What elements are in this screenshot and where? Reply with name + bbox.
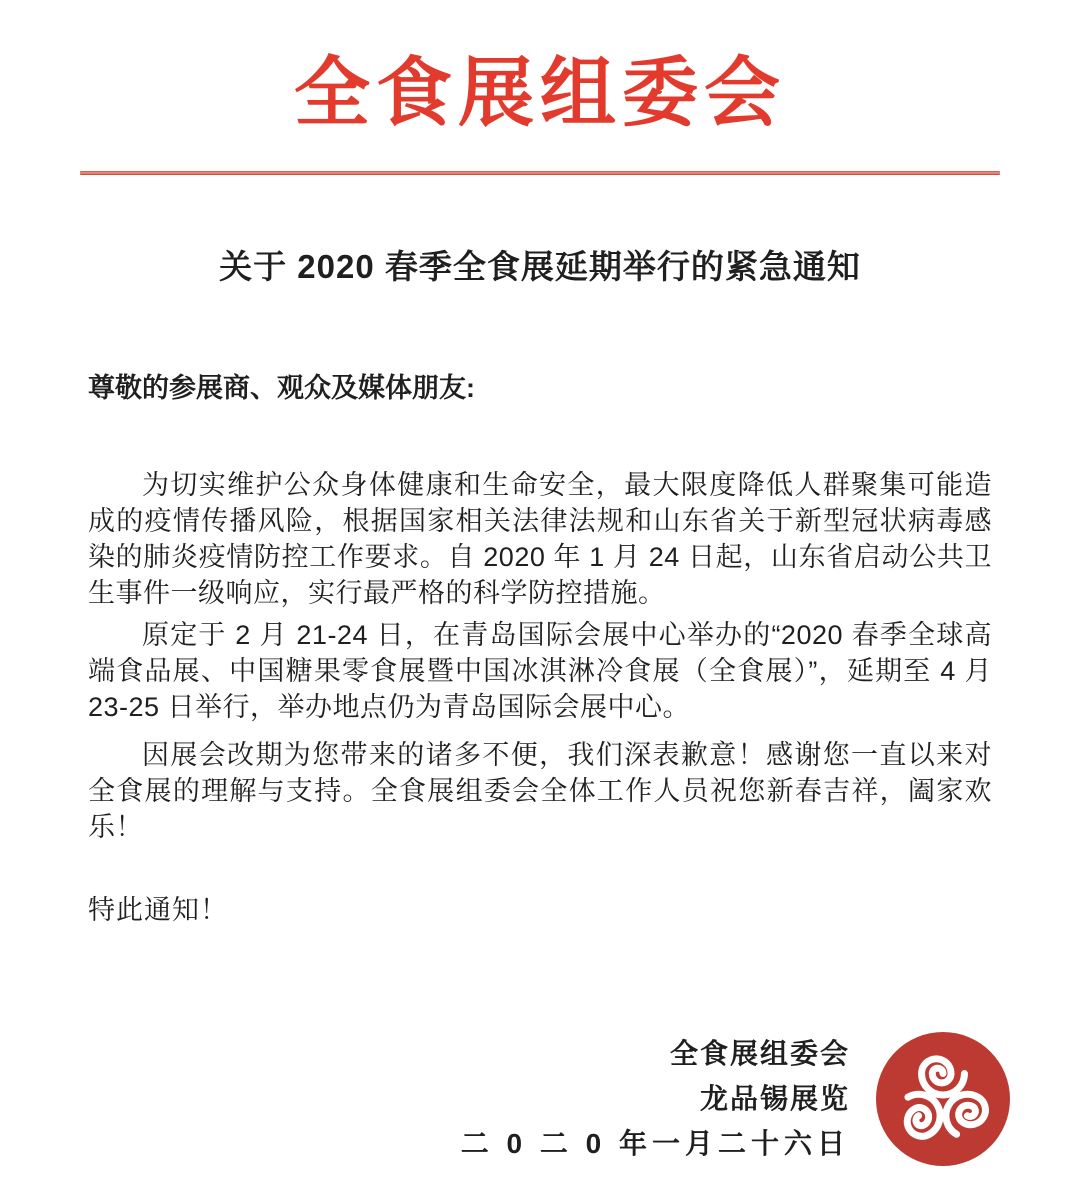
salutation: 尊敬的参展商、观众及媒体朋友: — [88, 373, 475, 404]
paragraph-postponement: 原定于 2 月 21-24 日，在青岛国际会展中心举办的“2020 春季全球高端食品展、中国糖果零食展暨中国冰淇淋冷食展（全食展）”，延期至 4 月 23-25 日举行，举办地点仍为青岛国际会展中心。 — [88, 620, 992, 723]
paragraph-apology: 因展会改期为您带来的诸多不便，我们深表歉意！感谢您一直以来对全食展的理解与支持。全食展组委会全体工作人员祝您新春吉祥，阖家欢乐！ — [88, 740, 992, 843]
triple-spiral-logo-icon — [876, 1032, 1010, 1166]
paragraph-epidemic-measures: 为切实维护公众身体健康和生命安全，最大限度降低人群聚集可能造成的疫情传播风险，根据国家相关法律法规和山东省关于新型冠状病毒感染的肺炎疫情防控工作要求。自 2020 年 1 月 24 日起，山东省启动公共卫生事件一级响应，实行最严格的科学防控措施。 — [88, 470, 992, 609]
signature-company: 龙品锡展览 — [699, 1083, 850, 1115]
notice-title: 关于 2020 春季全食展延期举行的紧急通知 — [219, 248, 861, 286]
signature-committee: 全食展组委会 — [669, 1038, 850, 1070]
signature-block — [0, 1031, 1010, 1166]
letterhead-divider — [80, 171, 1000, 175]
signature-date: 二 0 二 0 年一月二十六日 — [460, 1128, 850, 1160]
closing-statement: 特此通知！ — [88, 895, 228, 926]
signature-lines — [461, 1031, 850, 1166]
letterhead-title: 全食展组委会 — [294, 51, 786, 136]
